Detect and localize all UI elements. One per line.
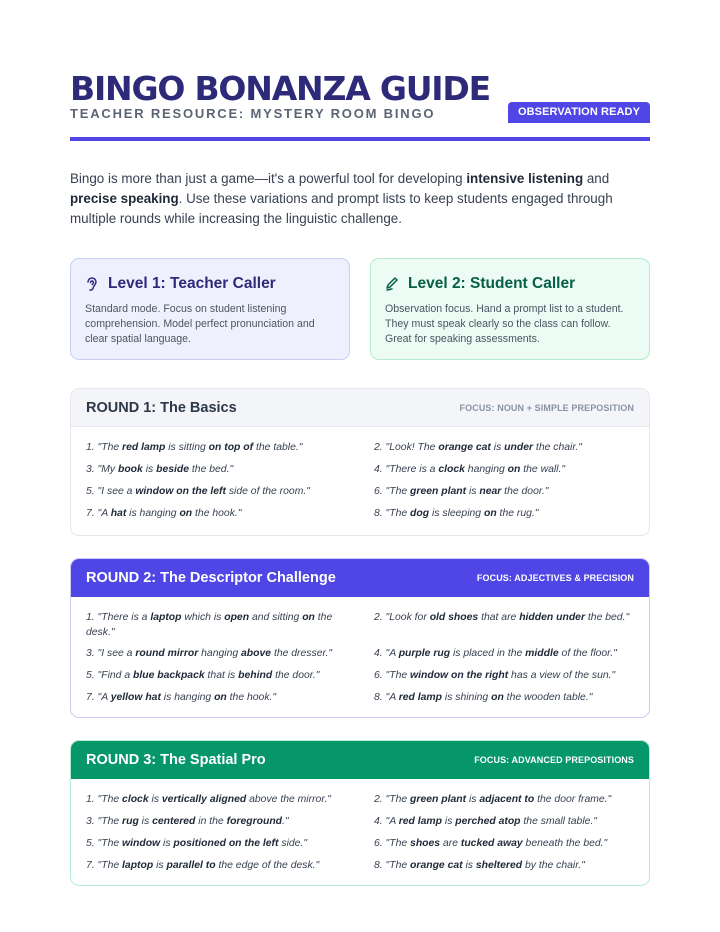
prompt-text: 7. "A <box>86 692 111 703</box>
level-2-description: Observation focus. Hand a prompt list to a student. They must speak clearly so the class can follow. Great for speaking assessments. <box>385 303 624 345</box>
prompt-keyword: on <box>179 508 193 519</box>
prompt-keyword: adjacent to <box>479 794 535 805</box>
prompt-keyword: window on the left <box>135 486 226 497</box>
prompt-keyword: behind <box>238 670 273 681</box>
prompt-keyword: purple rug <box>398 648 451 659</box>
prompt-text: 2. "Look! The <box>374 442 439 453</box>
prompt-item <box>374 668 644 683</box>
prompt-keyword: middle <box>525 648 559 659</box>
prompt-keyword: laptop <box>150 612 182 623</box>
prompt-text: 6. "The <box>374 838 411 849</box>
prompt-text: 2. "The <box>374 794 411 805</box>
round-2-title: ROUND 2: The Descriptor Challenge <box>86 570 336 586</box>
prompt-text: the rug." <box>496 508 539 519</box>
prompt-text: is <box>148 794 162 805</box>
prompt-text: that are <box>478 612 520 623</box>
level-2-header <box>385 274 635 294</box>
prompt-item <box>86 462 356 477</box>
round-2-focus: FOCUS: ADJECTIVES & PRECISION <box>476 573 634 583</box>
prompt-keyword: clock <box>122 794 149 805</box>
prompt-text: is sitting <box>165 442 209 453</box>
prompt-text: 3. "I see a <box>86 648 136 659</box>
prompt-text: the table." <box>253 442 303 453</box>
prompt-text: has a view of the sun." <box>508 670 616 681</box>
prompt-text: is <box>138 816 153 827</box>
prompt-text: the door." <box>501 486 549 497</box>
prompt-keyword: shoes <box>410 838 441 849</box>
level-1-card <box>70 258 350 360</box>
intro-emphasis: precise speaking <box>70 191 179 206</box>
prompt-text: is <box>490 442 505 453</box>
round-1-title: ROUND 1: The Basics <box>86 399 237 416</box>
prompt-text: the wooden table." <box>503 692 593 703</box>
prompt-text: 8. "The <box>374 508 411 519</box>
round-1-card <box>70 388 650 536</box>
prompt-keyword: red lamp <box>398 692 442 703</box>
prompt-item <box>86 646 356 661</box>
prompt-text: the edge of the desk." <box>215 860 320 871</box>
prompt-keyword: orange cat <box>410 860 463 871</box>
prompt-keyword: centered <box>152 816 196 827</box>
prompt-keyword: blue backpack <box>133 670 205 681</box>
prompt-item <box>374 646 644 661</box>
prompt-text: the dresser." <box>271 648 333 659</box>
prompt-text: side." <box>278 838 308 849</box>
page-title: BINGO BONANZA GUIDE <box>70 69 490 108</box>
prompt-text: the desk." <box>86 612 333 638</box>
round-2-header <box>71 559 649 597</box>
prompt-text: is placed in the <box>450 648 526 659</box>
prompt-text: above the mirror." <box>246 794 331 805</box>
prompt-text: the bed." <box>189 464 234 475</box>
ear-icon <box>85 276 99 292</box>
prompt-item <box>374 610 644 625</box>
prompt-keyword: near <box>479 486 502 497</box>
prompt-text: is <box>462 860 476 871</box>
intro-paragraph <box>70 169 650 229</box>
prompt-item <box>86 814 356 829</box>
prompt-keyword: on top of <box>208 442 254 453</box>
header-divider <box>70 137 650 141</box>
prompt-text: the bed." <box>585 612 630 623</box>
prompt-keyword: sheltered <box>475 860 523 871</box>
intro-text: . Use these variations and prompt lists to keep students engaged through multiple rounds while increasing the linguistic challenge. <box>70 191 613 226</box>
prompt-keyword: dog <box>410 508 430 519</box>
prompt-keyword: green plant <box>410 794 467 805</box>
prompt-text: 1. "The <box>86 442 123 453</box>
prompt-text: the small table." <box>520 816 597 827</box>
prompt-text: 3. "My <box>86 464 118 475</box>
prompt-keyword: red lamp <box>122 442 166 453</box>
prompt-item <box>86 610 356 640</box>
prompt-keyword: book <box>117 464 143 475</box>
round-3-focus: FOCUS: ADVANCED PREPOSITIONS <box>474 755 634 765</box>
level-2-card <box>370 258 650 360</box>
prompt-text: is <box>466 486 480 497</box>
prompt-text: 8. "A <box>374 692 399 703</box>
prompt-keyword: laptop <box>122 860 154 871</box>
prompt-text: that is <box>204 670 239 681</box>
round-3-title: ROUND 3: The Spatial Pro <box>86 752 266 768</box>
prompt-keyword: orange cat <box>438 442 491 453</box>
prompt-keyword: clock <box>438 464 465 475</box>
prompt-text: the door." <box>272 670 320 681</box>
prompt-item <box>86 792 356 807</box>
prompt-keyword: round mirror <box>135 648 199 659</box>
round-2-prompts <box>71 597 649 703</box>
page-subtitle: TEACHER RESOURCE: MYSTERY ROOM BINGO <box>70 106 436 121</box>
prompt-item <box>374 440 644 455</box>
prompt-item <box>374 462 644 477</box>
prompt-keyword: positioned on the left <box>173 838 279 849</box>
prompt-text: is shining <box>442 692 492 703</box>
prompt-text: 8. "The <box>374 860 411 871</box>
prompt-keyword: red lamp <box>398 816 442 827</box>
prompt-item <box>374 506 644 521</box>
prompt-keyword: on <box>214 692 227 703</box>
prompt-text: is <box>142 464 157 475</box>
prompt-keyword: on <box>302 612 315 623</box>
prompt-item <box>86 690 356 705</box>
prompt-text: 7. "The <box>86 860 123 871</box>
prompt-text: 2. "Look for <box>374 612 430 623</box>
round-2-card <box>70 558 650 718</box>
prompt-text: is <box>153 860 167 871</box>
prompt-text: beneath the bed." <box>522 838 608 849</box>
prompt-keyword: on <box>507 464 521 475</box>
prompt-item <box>374 814 644 829</box>
intro-text: Bingo is more than just a game—it's a powerful tool for developing <box>70 171 467 186</box>
prompt-item <box>374 792 644 807</box>
prompt-text: ." <box>282 816 289 827</box>
prompt-keyword: hidden under <box>519 612 586 623</box>
pen-icon <box>385 276 399 292</box>
prompt-keyword: above <box>241 648 272 659</box>
prompt-text: the hook." <box>192 508 242 519</box>
prompt-keyword: hat <box>110 508 127 519</box>
prompt-text: 4. "There is a <box>374 464 439 475</box>
prompt-text: the hook." <box>226 692 277 703</box>
intro-text: and <box>583 171 610 186</box>
prompt-item <box>86 668 356 683</box>
prompt-text: 5. "I see a <box>86 486 136 497</box>
prompt-text: and sitting <box>249 612 303 623</box>
prompt-text: the chair." <box>533 442 582 453</box>
round-3-prompts <box>71 779 649 871</box>
prompt-keyword: window on the right <box>410 670 509 681</box>
level-1-description: Standard mode. Focus on student listening comprehension. Model perfect pronunciation and clear spatial language. <box>85 303 315 345</box>
prompt-item <box>374 690 644 705</box>
prompt-text: the door frame." <box>534 794 612 805</box>
round-1-header <box>71 389 649 427</box>
prompt-text: of the floor." <box>558 648 617 659</box>
prompt-item <box>374 836 644 851</box>
prompt-text: by the chair." <box>522 860 585 871</box>
round-1-focus: FOCUS: NOUN + SIMPLE PREPOSITION <box>459 402 634 413</box>
prompt-keyword: perched atop <box>455 816 521 827</box>
prompt-text: 3. "The <box>86 816 123 827</box>
prompt-keyword: window <box>122 838 161 849</box>
intro-emphasis: intensive listening <box>466 171 584 186</box>
prompt-keyword: under <box>504 442 534 453</box>
status-badge: OBSERVATION READY <box>508 102 650 123</box>
prompt-text: 6. "The <box>374 486 411 497</box>
prompt-text: is hanging <box>126 508 180 519</box>
prompt-text: are <box>440 838 461 849</box>
prompt-keyword: foreground <box>226 816 283 827</box>
prompt-item <box>374 858 644 873</box>
prompt-text: is <box>466 794 480 805</box>
prompt-item <box>86 440 356 455</box>
prompt-keyword: green plant <box>410 486 467 497</box>
prompt-item <box>86 836 356 851</box>
prompt-text: is <box>160 838 174 849</box>
prompt-text: hanging <box>198 648 242 659</box>
prompt-keyword: beside <box>156 464 190 475</box>
prompt-keyword: on <box>491 692 504 703</box>
prompt-text: hanging <box>464 464 508 475</box>
round-3-card <box>70 740 650 886</box>
prompt-text: 4. "A <box>374 816 399 827</box>
prompt-text: 7. "A <box>86 508 111 519</box>
prompt-keyword: vertically aligned <box>161 794 247 805</box>
prompt-text: 1. "There is a <box>86 612 151 623</box>
prompt-keyword: tucked away <box>460 838 523 849</box>
prompt-item <box>86 506 356 521</box>
prompt-text: is <box>442 816 456 827</box>
prompt-keyword: on <box>483 508 497 519</box>
round-1-prompts <box>71 427 649 519</box>
prompt-item <box>86 858 356 873</box>
level-1-title: Level 1: Teacher Caller <box>108 275 276 292</box>
prompt-text: 1. "The <box>86 794 123 805</box>
prompt-item <box>86 484 356 499</box>
prompt-text: 5. "Find a <box>86 670 134 681</box>
prompt-keyword: rug <box>122 816 139 827</box>
prompt-item <box>374 484 644 499</box>
prompt-keyword: open <box>224 612 250 623</box>
prompt-text: which is <box>181 612 225 623</box>
prompt-text: is sleeping <box>429 508 484 519</box>
prompt-text: side of the room." <box>225 486 310 497</box>
prompt-text: 5. "The <box>86 838 123 849</box>
prompt-keyword: old shoes <box>429 612 479 623</box>
prompt-keyword: parallel to <box>166 860 216 871</box>
round-3-header <box>71 741 649 779</box>
level-2-title: Level 2: Student Caller <box>408 275 576 292</box>
prompt-text: is hanging <box>160 692 215 703</box>
prompt-text: 4. "A <box>374 648 399 659</box>
prompt-text: the wall." <box>520 464 566 475</box>
prompt-text: 6. "The <box>374 670 411 681</box>
level-1-header <box>85 274 335 294</box>
prompt-text: in the <box>195 816 227 827</box>
prompt-keyword: yellow hat <box>110 692 161 703</box>
